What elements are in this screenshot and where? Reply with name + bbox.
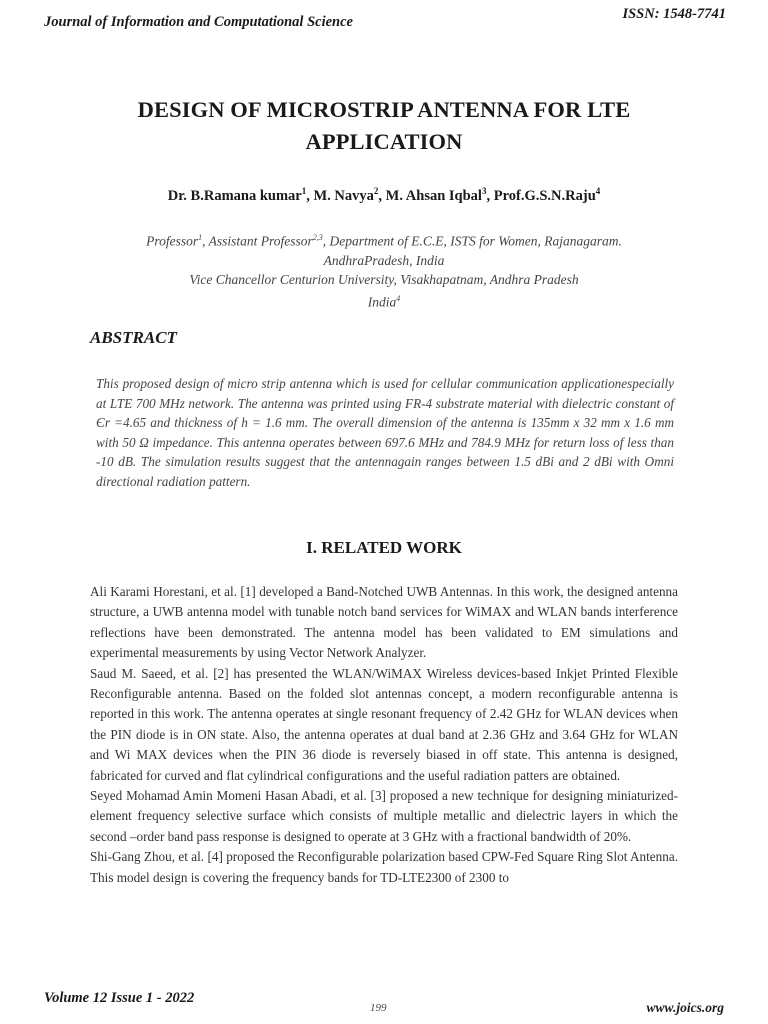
author-3-sup: 3: [481, 186, 487, 196]
author-2-sup: 2: [373, 186, 379, 196]
paragraph: Shi-Gang Zhou, et al. [4] proposed the Reconfigurable polarization based CPW-Fed Square Ring Slot Antenna. This model design is covering the frequency bands for TD-LTE2300 of 2300 to: [90, 849, 678, 885]
affiliations: [90, 228, 678, 311]
affiliation-line-1: Professor$^1$, Assistant Professor$^{2,3}$, Department of E.C.E, ISTS for Women, Rajanagaram.: [146, 233, 622, 249]
footer-website: www.joics.org: [646, 1000, 724, 1015]
paragraph: Ali Karami Horestani, et al. [1] developed a Band-Notched UWB Antennas. In this work, the designed antenna structure, a UWB antenna model with tunable notch band services for WiMAX and WLAN bands interference reflections have been demonstrated. The antenna model has been validated to EM simulations and experimental measurements by using Vector Network Analyzer.: [90, 584, 678, 661]
affiliation-line-2: AndhraPradesh, India: [323, 252, 445, 268]
author-list: [84, 186, 684, 205]
paragraph: Saud M. Saeed, et al. [2] has presented the WLAN/WiMAX Wireless devices-based Inkjet Printed Flexible Reconfigurable antenna. Based on the folded slot antennas concept, a modern reconfigurable antenna is reported in this work. The antenna operates at single resonant frequency of 2.42 GHz for WLAN devices when the PIN diode is in ON state. Also, the antenna operates at dual band at 2.36 GHz and 3.64 GHz for WLAN and Wi MAX devices when the PIN 36 diode is reversely biased in off state. This antenna is designed, fabricated for curved and flat cylindrical configurations and the useful radiation patters are obtained.: [90, 665, 678, 783]
abstract-text: This proposed design of micro strip antenna which is used for cellular communication applicationespecially at LTE 700 MHz network. The antenna was printed using FR-4 substrate material with dielectric constant of Єr =4.65 and thickness of h = 1.6 mm. The overall dimension of the antenna is 135mm x 32 mm x 1.6 mm with 50 Ω impedance. This antenna operates between 697.6 MHz and 784.9 MHz for return loss of less than -10 dB. The simulation results suggest that the antennagain ranges between 1.5 dBi and 2 dBi with Omni directional radiation pattern.: [96, 376, 674, 489]
paper-title: DESIGN OF MICROSTRIP ANTENNA FOR LTE APPLICATION: [137, 97, 631, 154]
author-4-sup: 4: [595, 186, 601, 196]
author-1-sup: 1: [301, 186, 307, 196]
author-2: , M. Navya: [306, 187, 374, 204]
page-number: 199: [370, 1002, 387, 1014]
section-heading: I. RELATED WORK: [306, 538, 462, 557]
footer-volume: Volume 12 Issue 1 - 2022: [44, 990, 195, 1006]
journal-name: Journal of Information and Computational Science: [44, 14, 353, 30]
author-1: Dr. B.Ramana kumar: [167, 187, 302, 204]
section-body: [90, 582, 678, 888]
author-3: , M. Ahsan Iqbal: [378, 187, 482, 204]
issn: ISSN: 1548-7741: [622, 6, 726, 22]
paragraph: Seyed Mohamad Amin Momeni Hasan Abadi, et al. [3] proposed a new technique for designing miniaturized-element frequency selective surface which consists of multiple metallic and dielectric layers in which the second –order band pass response is designed to operate at 3 GHz with a fractional bandwidth of 20%.: [90, 788, 678, 844]
author-4: , Prof.G.S.N.Raju: [486, 187, 596, 204]
affiliation-line-3: Vice Chancellor Centurion University, Visakhapatnam, Andhra Pradesh: [189, 271, 579, 287]
affiliation-line-4: India$^4$: [367, 293, 401, 309]
abstract-heading: ABSTRACT: [90, 328, 177, 347]
